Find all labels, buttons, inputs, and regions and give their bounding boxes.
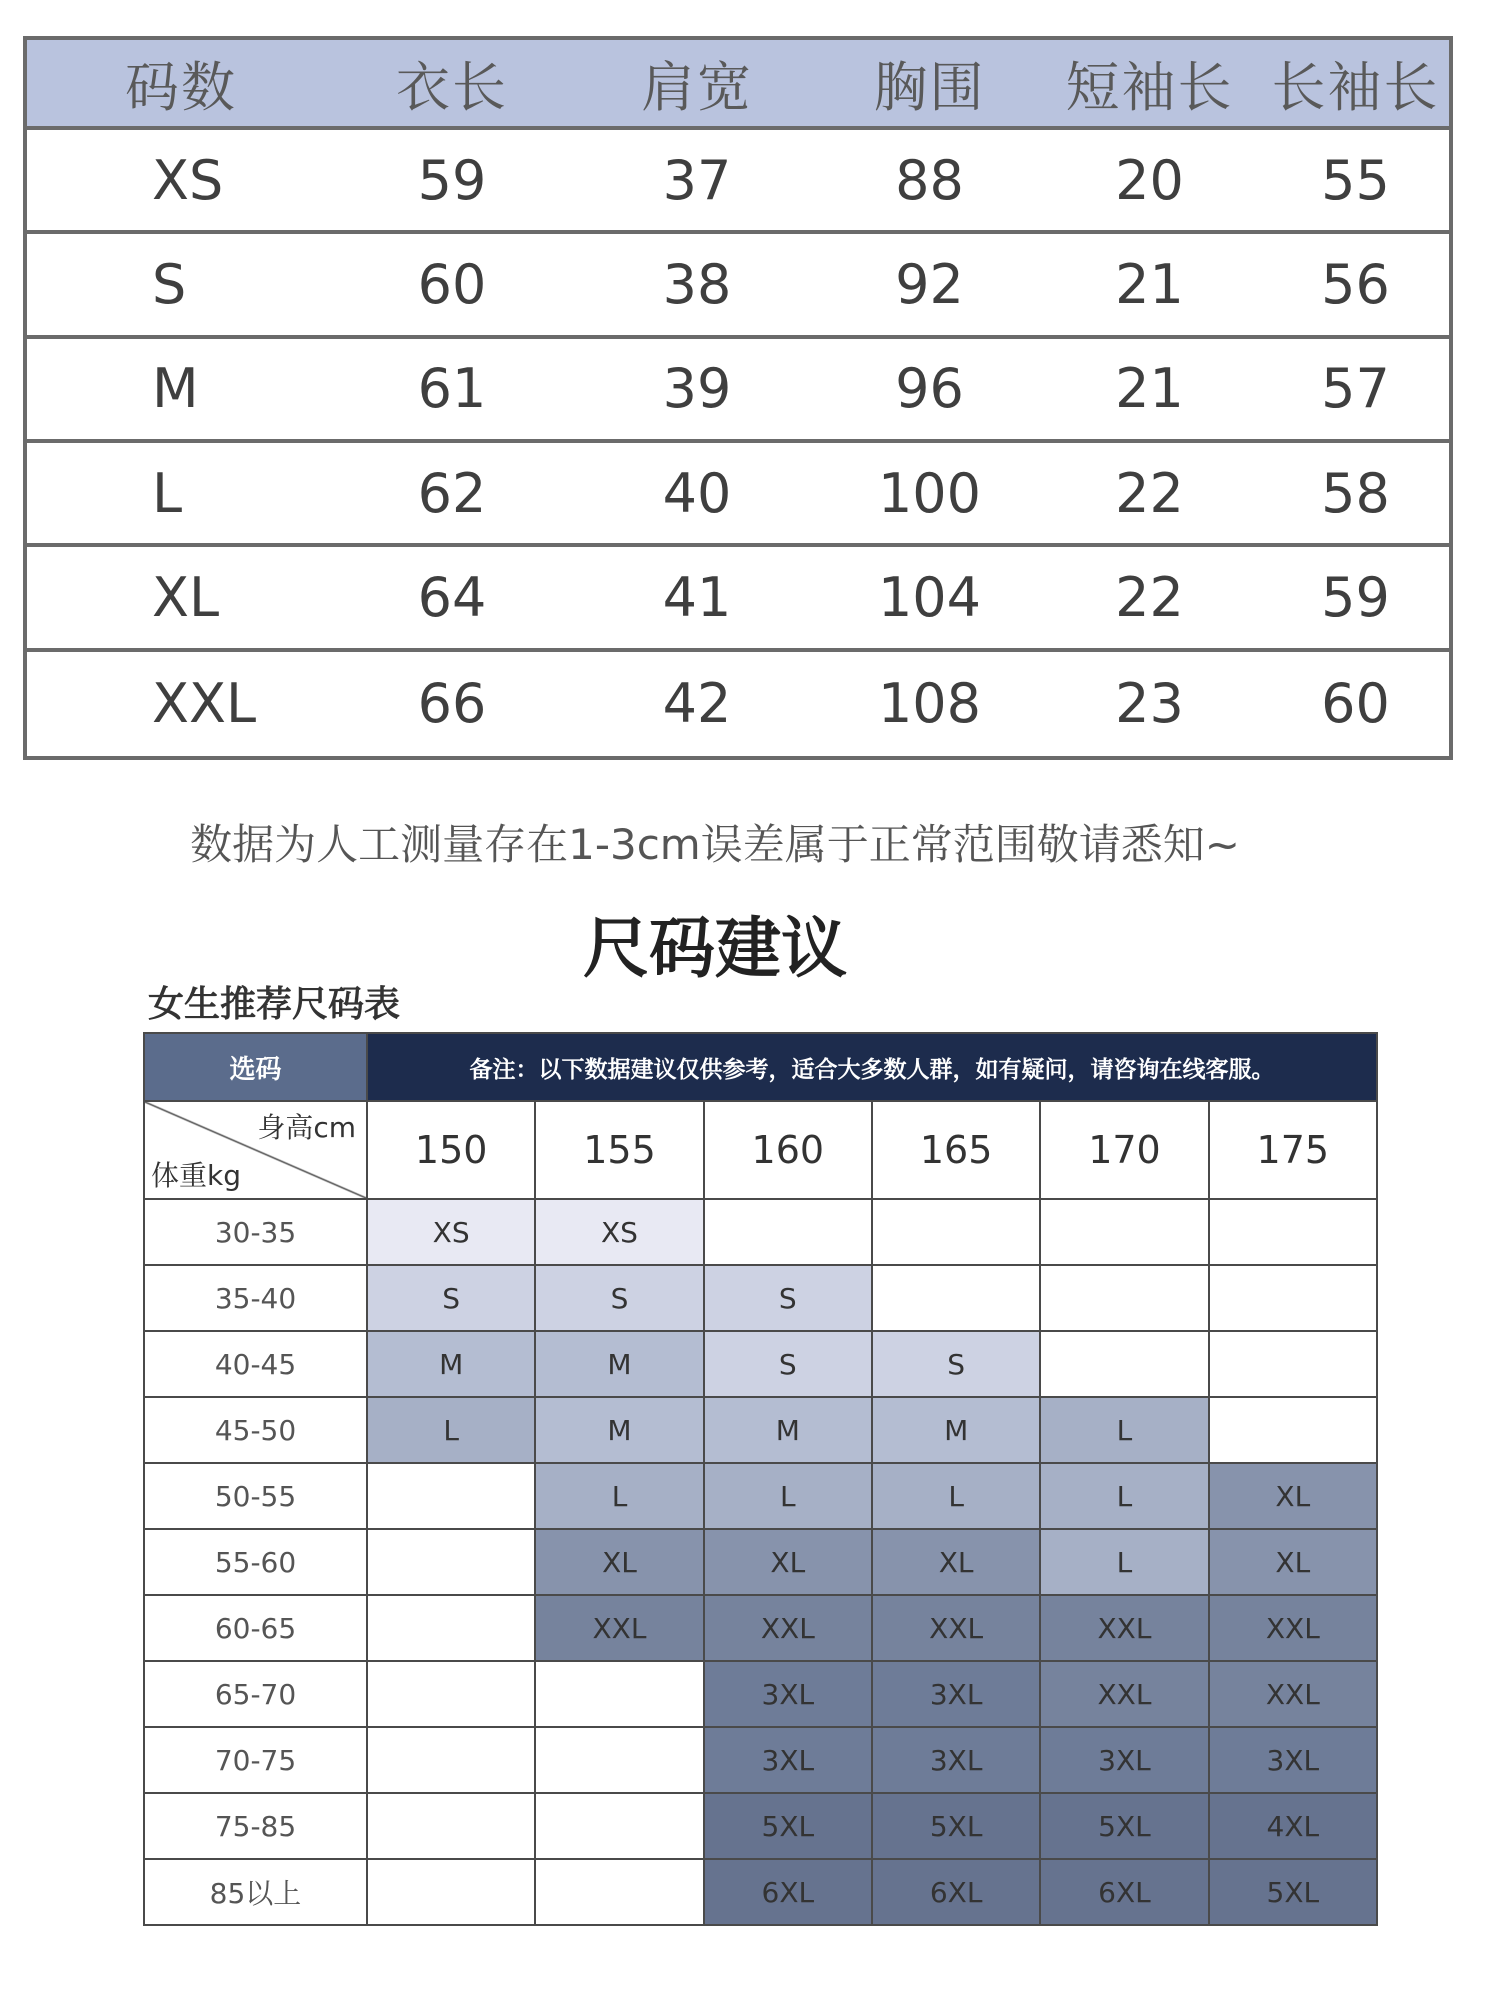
size-suggestion-cell [704,1199,872,1265]
value-cell: 56 [1321,252,1390,316]
size-suggestion-cell: S [535,1265,703,1331]
value-cell: 66 [417,672,487,736]
size-cell: L [152,461,183,525]
weight-row [144,1595,1377,1661]
size-suggestion-cell [367,1859,535,1925]
size-chart-row [27,130,1449,234]
value-cell: 58 [1321,461,1390,525]
size-cell: XL [152,565,220,629]
height-cell: 155 [535,1101,703,1199]
size-suggestion-cell [367,1529,535,1595]
size-suggestion-cell [1040,1199,1208,1265]
weight-range-cell: 55-60 [144,1529,367,1595]
value-cell: 38 [662,252,732,316]
weight-range-cell: 70-75 [144,1727,367,1793]
size-suggestion-cell [1209,1331,1377,1397]
size-suggestion-cell: L [704,1463,872,1529]
size-suggestion-cell: 3XL [1209,1727,1377,1793]
size-suggestion-cell [872,1199,1040,1265]
size-suggestion-cell: XXL [535,1595,703,1661]
weight-range-cell: 35-40 [144,1265,367,1331]
weight-range-cell: 75-85 [144,1793,367,1859]
weight-range-cell: 65-70 [144,1661,367,1727]
header-shoulder: 肩宽 [641,55,753,119]
weight-range-cell: 45-50 [144,1397,367,1463]
size-suggestion-cell: 5XL [1040,1793,1208,1859]
header-bust: 胸围 [873,55,986,119]
value-cell: 20 [1115,148,1184,212]
size-suggestion-cell: 3XL [872,1727,1040,1793]
size-suggestion-cell: XL [1209,1529,1377,1595]
size-suggestion-cell [1040,1265,1208,1331]
weight-row [144,1859,1377,1925]
size-suggestion-cell: 5XL [872,1793,1040,1859]
recommend-subtitle: 女生推荐尺码表 [148,984,401,1025]
value-cell: 100 [877,461,982,525]
size-suggestion-cell: XXL [1040,1661,1208,1727]
value-cell: 37 [662,148,732,212]
size-suggestion-cell: 3XL [872,1661,1040,1727]
axis-corner-cell [144,1101,367,1199]
size-suggestion-cell: L [1040,1529,1208,1595]
value-cell: 21 [1115,357,1184,421]
height-cell: 175 [1209,1101,1377,1199]
size-suggestion-cell [1040,1331,1208,1397]
size-suggestion-cell: L [872,1463,1040,1529]
size-suggestion-cell: M [872,1397,1040,1463]
size-suggestion-cell [1209,1397,1377,1463]
weight-range-cell: 50-55 [144,1463,367,1529]
size-suggestion-cell [367,1727,535,1793]
size-suggestion-cell [872,1265,1040,1331]
size-suggestion-cell: 6XL [704,1859,872,1925]
size-suggestion-cell [367,1793,535,1859]
value-cell: 62 [417,461,487,525]
value-cell: 42 [662,672,732,736]
size-chart-header-row [27,40,1449,130]
size-cell: XXL [152,672,257,736]
size-suggestion-cell: XL [1209,1463,1377,1529]
size-recommendation-table [143,1032,1378,1926]
size-suggestion-cell: L [1040,1463,1208,1529]
value-cell: 96 [895,357,964,421]
size-chart-row [27,652,1449,756]
weight-row [144,1331,1377,1397]
size-suggestion-cell: 5XL [704,1793,872,1859]
measurement-note: 数据为人工测量存在1-3cm误差属于正常范围敬请悉知~ [190,820,1240,869]
header-short-sleeve: 短袖长 [1065,55,1234,119]
size-suggestion-cell: XS [535,1199,703,1265]
value-cell: 21 [1115,252,1184,316]
weight-row [144,1793,1377,1859]
size-suggestion-cell: M [704,1397,872,1463]
size-suggestion-cell: XL [704,1529,872,1595]
weight-axis-label: 体重kg [151,1159,241,1192]
weight-row [144,1463,1377,1529]
weight-row [144,1397,1377,1463]
size-suggestion-cell: S [872,1331,1040,1397]
height-row [144,1101,1377,1199]
height-cell: 165 [872,1101,1040,1199]
size-chart-row [27,547,1449,651]
size-suggestion-cell [1209,1265,1377,1331]
value-cell: 59 [417,148,487,212]
size-suggestion-cell: S [367,1265,535,1331]
weight-range-cell: 85以上 [144,1859,367,1925]
size-suggestion-cell [535,1727,703,1793]
size-cell: XS [152,148,224,212]
size-suggestion-cell: M [367,1331,535,1397]
size-suggestion-cell [535,1661,703,1727]
weight-row [144,1199,1377,1265]
size-suggestion-cell: XXL [1209,1595,1377,1661]
size-suggestion-cell: L [1040,1397,1208,1463]
value-cell: 39 [662,357,732,421]
value-cell: 108 [877,672,982,736]
recommend-body [144,1199,1377,1925]
height-cell: 150 [367,1101,535,1199]
value-cell: 41 [662,565,732,629]
select-size-label: 选码 [144,1033,367,1101]
size-suggestion-cell [367,1463,535,1529]
height-cell: 170 [1040,1101,1208,1199]
height-cell: 160 [704,1101,872,1199]
size-suggestion-cell: XXL [1040,1595,1208,1661]
value-cell: 61 [417,357,487,421]
value-cell: 60 [417,252,487,316]
value-cell: 22 [1115,461,1184,525]
size-suggestion-cell: XS [367,1199,535,1265]
size-suggestion-cell: 5XL [1209,1859,1377,1925]
size-suggestion-cell: M [535,1397,703,1463]
size-suggestion-cell: 3XL [1040,1727,1208,1793]
size-suggestion-cell: M [535,1331,703,1397]
header-size: 码数 [125,55,237,119]
size-suggestion-cell: XL [535,1529,703,1595]
size-chart-row [27,339,1449,443]
size-suggestion-cell [535,1859,703,1925]
value-cell: 57 [1321,357,1390,421]
weight-row [144,1265,1377,1331]
size-suggestion-cell: S [704,1265,872,1331]
size-suggestion-cell: 4XL [1209,1793,1377,1859]
size-suggestion-cell: XXL [1209,1661,1377,1727]
value-cell: 55 [1321,148,1390,212]
size-cell: S [152,252,187,316]
weight-row [144,1529,1377,1595]
size-suggestion-cell [535,1793,703,1859]
size-suggestion-cell [367,1661,535,1727]
recommend-header-row [144,1033,1377,1101]
size-chart-row [27,234,1449,338]
value-cell: 40 [662,461,732,525]
page-title: 尺码建议 [583,910,847,987]
value-cell: 60 [1321,672,1390,736]
size-suggestion-cell: XL [872,1529,1040,1595]
size-suggestion-cell: 6XL [872,1859,1040,1925]
size-cell: M [152,357,199,421]
value-cell: 88 [895,148,964,212]
header-long-sleeve: 长袖长 [1271,55,1440,119]
size-suggestion-cell: L [535,1463,703,1529]
size-suggestion-cell: XXL [872,1595,1040,1661]
header-length: 衣长 [396,55,508,119]
size-suggestion-cell: 6XL [1040,1859,1208,1925]
weight-range-cell: 60-65 [144,1595,367,1661]
weight-row [144,1661,1377,1727]
weight-row [144,1727,1377,1793]
size-chart-table [23,36,1453,760]
size-suggestion-cell: 3XL [704,1727,872,1793]
value-cell: 64 [417,565,487,629]
value-cell: 23 [1115,672,1184,736]
size-suggestion-cell: S [704,1331,872,1397]
weight-range-cell: 30-35 [144,1199,367,1265]
size-suggestion-cell [367,1595,535,1661]
size-suggestion-cell: XXL [704,1595,872,1661]
size-suggestion-cell [1209,1199,1377,1265]
value-cell: 92 [895,252,964,316]
weight-range-cell: 40-45 [144,1331,367,1397]
remark-banner: 备注：以下数据建议仅供参考，适合大多数人群，如有疑问，请咨询在线客服。 [367,1033,1377,1101]
height-axis-label: 身高cm [257,1111,356,1144]
size-chart-row [27,443,1449,547]
size-suggestion-cell: 3XL [704,1661,872,1727]
value-cell: 59 [1321,565,1390,629]
value-cell: 104 [877,565,982,629]
value-cell: 22 [1115,565,1184,629]
size-suggestion-cell: L [367,1397,535,1463]
